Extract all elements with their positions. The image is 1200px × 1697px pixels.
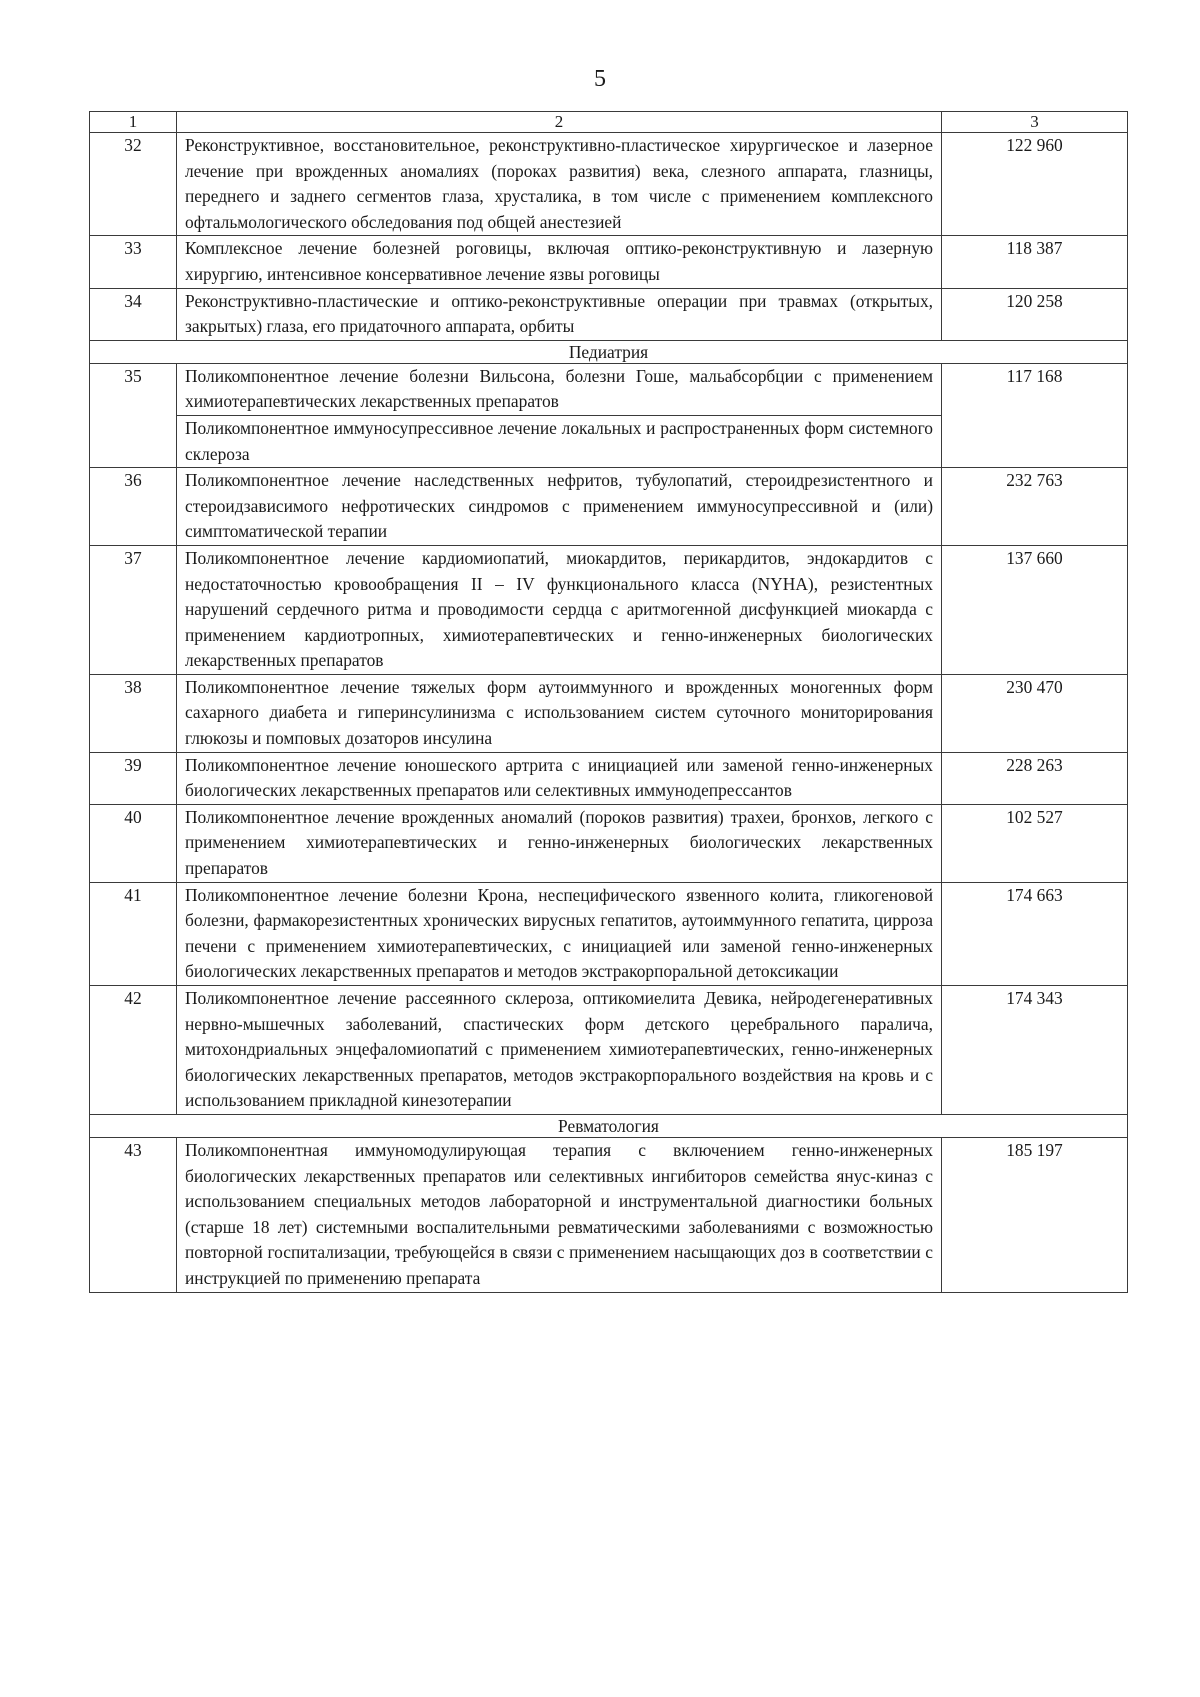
row-value: 122 960	[942, 133, 1128, 236]
row-description-part: Поликомпонентное лечение болезни Вильсона, болезни Гоше, мальабсорбции с применением химиотерапевтических лекарственных препаратов	[185, 365, 933, 412]
row-number: 39	[90, 752, 177, 804]
table-row	[90, 752, 1128, 804]
row-description: Реконструктивно-пластические и оптико-реконструктивные операции при травмах (открытых, закрытых) глаза, его придаточного аппарата, орбиты	[177, 288, 942, 340]
row-description: Поликомпонентное лечение рассеянного склероза, оптикомиелита Девика, нейродегенеративных нервно-мышечных заболеваний, спастических форм детского церебрального паралича, митохондриальных энцефаломиопатий с применением химиотерапевтических, генно-инженерных биологических лекарственных препаратов, методов экстракорпорального воздействия на кровь и с использованием прикладной кинезотерапии	[177, 986, 942, 1115]
page-number: 5	[594, 66, 606, 92]
row-description-part: Поликомпонентное иммуносупрессивное лечение локальных и распространенных форм системного склероза	[177, 415, 941, 467]
row-number: 43	[90, 1137, 177, 1292]
section-title: Ревматология	[90, 1114, 1128, 1137]
table-row	[90, 1137, 1128, 1292]
row-description: Поликомпонентное лечение кардиомиопатий, миокардитов, перикардитов, эндокардитов с недостаточностью кровообращения II – IV функционального класса (NYHA), резистентных нарушений сердечного ритма и проводимости сердца с аритмогенной дисфункцией миокарда с применением кардиотропных, химиотерапевтических и генно-инженерных биологических лекарственных препаратов	[177, 545, 942, 674]
row-value: 137 660	[942, 545, 1128, 674]
row-number: 40	[90, 804, 177, 882]
table-body	[90, 112, 1128, 1293]
header-row	[90, 112, 1128, 133]
row-number: 33	[90, 236, 177, 288]
section-header-row	[90, 340, 1128, 363]
row-value: 174 663	[942, 882, 1128, 985]
row-value: 174 343	[942, 986, 1128, 1115]
row-description: Поликомпонентное лечение болезни Крона, неспецифического язвенного колита, гликогеновой болезни, фармакорезистентных хронических вирусных гепатитов, аутоиммунного гепатита, цирроза печени с применением химиотерапевтических, с инициацией или заменой генно-инженерных биологических лекарственных препаратов и методов экстракорпоральной детоксикации	[177, 882, 942, 985]
table-row	[90, 363, 1128, 467]
table-row	[90, 468, 1128, 546]
header-col-2: 2	[177, 112, 942, 133]
row-value: 118 387	[942, 236, 1128, 288]
table-row	[90, 804, 1128, 882]
row-value: 117 168	[942, 363, 1128, 467]
table-row	[90, 288, 1128, 340]
row-number: 36	[90, 468, 177, 546]
tariff-table	[89, 111, 1128, 1293]
row-description: Поликомпонентная иммуномодулирующая терапия с включением генно-инженерных биологических лекарственных препаратов или селективных ингибиторов семейства янус-киназ с использованием специальных методов лабораторной и инструментальной диагностики больных (старше 18 лет) системными воспалительными ревматическими заболеваниями с возможностью повторной госпитализации, требующейся в связи с применением насыщающих доз в соответствии с инструкцией по применению препарата	[177, 1137, 942, 1292]
header-col-3: 3	[942, 112, 1128, 133]
table-row	[90, 674, 1128, 752]
row-value: 230 470	[942, 674, 1128, 752]
table-row	[90, 545, 1128, 674]
row-description: Поликомпонентное лечение юношеского артрита с инициацией или заменой генно-инженерных биологических лекарственных препаратов или селективных иммунодепрессантов	[177, 752, 942, 804]
row-number: 35	[90, 363, 177, 467]
table-row	[90, 236, 1128, 288]
row-number: 42	[90, 986, 177, 1115]
row-value: 228 263	[942, 752, 1128, 804]
row-description: Поликомпонентное лечение тяжелых форм аутоиммунного и врожденных моногенных форм сахарного диабета и гиперинсулинизма с использованием систем суточного мониторирования глюкозы и помповых дозаторов инсулина	[177, 674, 942, 752]
row-value: 185 197	[942, 1137, 1128, 1292]
section-title: Педиатрия	[90, 340, 1128, 363]
table-row	[90, 882, 1128, 985]
row-value: 102 527	[942, 804, 1128, 882]
row-description: Поликомпонентное лечение врожденных аномалий (пороков развития) трахеи, бронхов, легкого с применением химиотерапевтических и генно-инженерных биологических лекарственных препаратов	[177, 804, 942, 882]
row-description	[177, 363, 942, 467]
row-number: 41	[90, 882, 177, 985]
row-description: Реконструктивное, восстановительное, реконструктивно-пластическое хирургическое и лазерное лечение при врожденных аномалиях (пороках развития) века, слезного аппарата, глазницы, переднего и заднего сегментов глаза, хрусталика, в том числе с применением комплексного офтальмологического обследования под общей анестезией	[177, 133, 942, 236]
row-number: 37	[90, 545, 177, 674]
table-row	[90, 133, 1128, 236]
section-header-row	[90, 1114, 1128, 1137]
row-number: 32	[90, 133, 177, 236]
row-value: 232 763	[942, 468, 1128, 546]
row-number: 38	[90, 674, 177, 752]
header-col-1: 1	[90, 112, 177, 133]
row-description: Поликомпонентное лечение наследственных нефритов, тубулопатий, стероидрезистентного и стероидзависимого нефротических синдромов с применением иммуносупрессивной и (или) симптоматической терапии	[177, 468, 942, 546]
row-value: 120 258	[942, 288, 1128, 340]
row-description: Комплексное лечение болезней роговицы, включая оптико-реконструктивную и лазерную хирургию, интенсивное консервативное лечение язвы роговицы	[177, 236, 942, 288]
row-number: 34	[90, 288, 177, 340]
table-row	[90, 986, 1128, 1115]
